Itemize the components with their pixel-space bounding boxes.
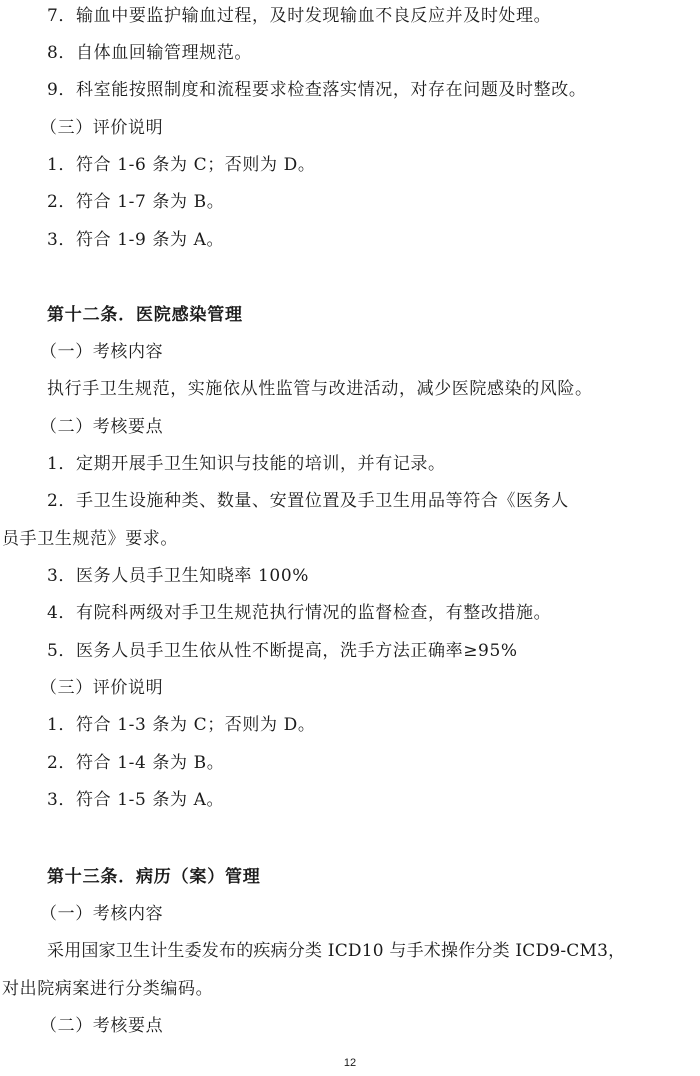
point-1: 1．定期开展手卫生知识与技能的培训，并有记录。 xyxy=(47,454,446,474)
content-text: 执行手卫生规范，实施依从性监管与改进活动，减少医院感染的风险。 xyxy=(47,379,593,399)
subheading-content: （一）考核内容 xyxy=(40,904,164,924)
item-7: 7．输血中要监护输血过程，及时发现输血不良反应并及时处理。 xyxy=(47,6,552,26)
item-9: 9．科室能按照制度和流程要求检查落实情况，对存在问题及时整改。 xyxy=(47,80,587,100)
point-2: 2．手卫生设施种类、数量、安置位置及手卫生用品等符合《医务人 xyxy=(47,491,569,511)
point-4: 4．有院科两级对手卫生规范执行情况的监督检查，有整改措施。 xyxy=(47,603,552,623)
eval-item-a: 3．符合 1-9 条为 A。 xyxy=(47,230,225,250)
eval-item-c: 1．符合 1-3 条为 C；否则为 D。 xyxy=(47,715,316,735)
point-5: 5．医务人员手卫生依从性不断提高，洗手方法正确率≥95% xyxy=(47,641,518,661)
eval-item-c: 1．符合 1-6 条为 C；否则为 D。 xyxy=(47,155,316,175)
point-3: 3．医务人员手卫生知晓率 100% xyxy=(47,566,310,586)
item-8: 8．自体血回输管理规范。 xyxy=(47,43,253,63)
article-12-heading: 第十二条．医院感染管理 xyxy=(47,305,243,325)
eval-item-a: 3．符合 1-5 条为 A。 xyxy=(47,790,225,810)
content-text: 采用国家卫生计生委发布的疾病分类 ICD10 与手术操作分类 ICD9-CM3， xyxy=(47,941,626,961)
article-13-heading: 第十三条．病历（案）管理 xyxy=(47,867,261,887)
subheading-evaluation: （三）评价说明 xyxy=(40,118,164,138)
content-text-continued: 对出院病案进行分类编码。 xyxy=(2,979,214,999)
subheading-evaluation: （三）评价说明 xyxy=(40,678,164,698)
page-number: 12 xyxy=(343,1057,357,1069)
eval-item-b: 2．符合 1-7 条为 B。 xyxy=(47,192,225,212)
eval-item-b: 2．符合 1-4 条为 B。 xyxy=(47,753,225,773)
subheading-key-points: （二）考核要点 xyxy=(40,1016,164,1036)
subheading-key-points: （二）考核要点 xyxy=(40,417,164,437)
subheading-content: （一）考核内容 xyxy=(40,342,164,362)
point-2-continued: 员手卫生规范》要求。 xyxy=(2,529,178,549)
